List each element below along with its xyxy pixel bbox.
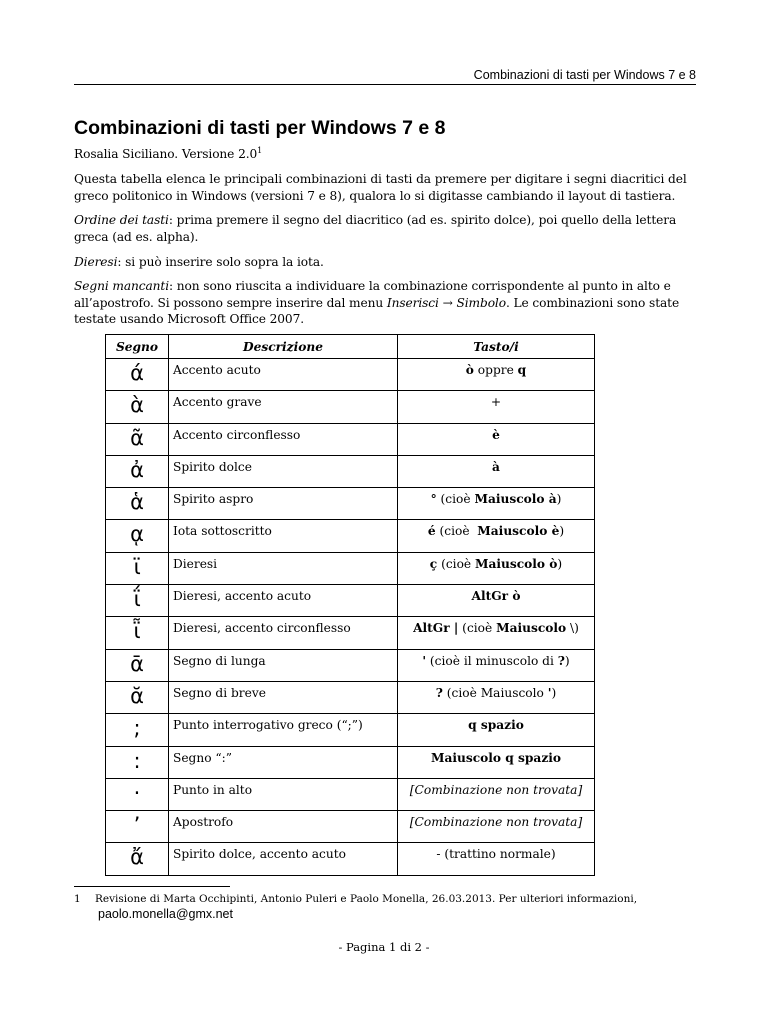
diacritic-glyph: ᾰ: [106, 681, 169, 713]
table-row: [106, 520, 595, 552]
dieresi-text: : si può inserire solo sopra la iota.: [117, 255, 324, 269]
key-combination: [398, 617, 595, 649]
diacritic-glyph: ᾱ: [106, 649, 169, 681]
table-row: [106, 617, 595, 649]
table-row: [106, 585, 595, 617]
key-note: (cioè Maiuscolo: [442, 685, 548, 700]
diacritic-glyph: ἄ: [106, 843, 169, 875]
diacritic-description: Accento acuto: [169, 359, 398, 391]
key-note: \): [566, 621, 579, 636]
footnote-number: 1: [74, 893, 81, 905]
table-header-row: [106, 335, 595, 359]
diacritic-glyph: ῗ: [106, 617, 169, 649]
diacritic-description: Accento grave: [169, 391, 398, 423]
author-line: [74, 146, 699, 163]
key-combination: [398, 359, 595, 391]
diacritic-description: Dieresi, accento acuto: [169, 585, 398, 617]
diacritic-description: Iota sottoscritto: [169, 520, 398, 552]
key-combination: [398, 746, 595, 778]
diacritic-glyph: ’: [106, 811, 169, 843]
key-name: Maiuscolo è: [477, 524, 560, 539]
key-name: AltGr |: [413, 621, 459, 636]
key-note: (cioè: [458, 621, 497, 636]
missing-text-before: : non sono riuscita a individuare la combinazione corrispondente al punto in alto e all’apostrofo. Si possono sempre inserire dal menu: [74, 279, 671, 310]
page-number: - Pagina 1 di 2 -: [338, 940, 430, 954]
key-combination: [398, 843, 595, 875]
intro-paragraph: [74, 171, 699, 204]
key-name: ': [547, 685, 552, 700]
dieresi-paragraph: [74, 254, 699, 271]
diacritic-description: Segno “:”: [169, 746, 398, 778]
key-combination: [398, 811, 595, 843]
key-combination: [398, 649, 595, 681]
diacritic-glyph: :: [106, 746, 169, 778]
footnote-text: Revisione di Marta Occhipinti, Antonio Puleri e Paolo Monella, 26.03.2013. Per ulteriori informazioni,: [95, 893, 638, 905]
diacritic-description: Accento circonflesso: [169, 423, 398, 455]
table-row: [106, 843, 595, 875]
key-name: Maiuscolo ò: [475, 556, 558, 571]
header-rule: [74, 84, 696, 85]
missing-paragraph: [74, 278, 699, 328]
table-row: [106, 488, 595, 520]
diacritic-description: Spirito dolce: [169, 455, 398, 487]
key-note: ): [559, 524, 565, 539]
diacritic-glyph: ϊ: [106, 552, 169, 584]
key-name: ò: [465, 363, 474, 377]
missing-text-after: . Le combinazioni sono state testate usando Microsoft Office 2007.: [74, 295, 680, 326]
order-text: : prima premere il segno del diacritico (ad es. spirito dolce), poi quello della lettera greca (ad es. alpha).: [74, 213, 677, 244]
diacritic-glyph: ἁ: [106, 488, 169, 520]
diacritic-description: Dieresi, accento circonflesso: [169, 617, 398, 649]
key-note: [Combinazione non trovata]: [409, 815, 583, 830]
table-row: [106, 811, 595, 843]
footnote-ref[interactable]: 1: [257, 146, 263, 155]
diacritic-glyph: ἀ: [106, 455, 169, 487]
menu-path: Inserisci → Simbolo: [386, 295, 506, 310]
key-combination: [398, 423, 595, 455]
table-row: [106, 778, 595, 810]
key-combination: [398, 778, 595, 810]
table-row: [106, 552, 595, 584]
key-combination: [398, 520, 595, 552]
document-title: Combinazioni di tasti per Windows 7 e 8: [74, 117, 446, 139]
footnote-rule: [74, 886, 230, 887]
key-name: ?: [435, 685, 443, 700]
key-note: [Combinazione non trovata]: [409, 782, 583, 797]
key-combination: [398, 681, 595, 713]
table-row: [106, 359, 595, 391]
key-name: Maiuscolo à: [474, 492, 557, 507]
footnote-email-link[interactable]: paolo.monella@gmx.net: [98, 907, 233, 921]
key-combination: [398, 552, 595, 584]
dieresi-label: Dieresi: [74, 255, 118, 269]
key-name: è: [492, 427, 500, 442]
table-row: [106, 649, 595, 681]
key-name: Maiuscolo: [496, 621, 567, 636]
key-combination: [398, 455, 595, 487]
header-descrizione: Descrizione: [169, 335, 398, 359]
header-segno: Segno: [106, 335, 169, 359]
diacritic-description: Segno di lunga: [169, 649, 398, 681]
key-note: (cioè: [435, 524, 478, 539]
table-row: [106, 423, 595, 455]
header-tasto: Tasto/i: [398, 335, 595, 359]
diacritic-description: Spirito dolce, accento acuto: [169, 843, 398, 875]
key-name: ?: [557, 653, 565, 668]
intro-text: Questa tabella elenca le principali combinazioni di tasti da premere per digitare i segni diacritici del greco politonico in Windows (versioni 7 e 8), qualora lo si digitasse cambiando il layout di tastiera.: [74, 172, 687, 203]
key-combination: [398, 391, 595, 423]
order-label: Ordine dei tasti: [74, 213, 169, 227]
key-name: AltGr ò: [471, 589, 521, 604]
key-note: ): [551, 685, 557, 700]
key-note: ): [564, 653, 570, 668]
table-row: [106, 714, 595, 746]
table-row: [106, 746, 595, 778]
diacritic-glyph: ;: [106, 714, 169, 746]
key-name: ': [422, 653, 427, 668]
key-name: °: [430, 492, 437, 507]
key-name: q spazio: [468, 718, 524, 733]
diacritic-description: Spirito aspro: [169, 488, 398, 520]
footnote: [74, 892, 699, 923]
table-row: [106, 391, 595, 423]
key-combination: [398, 585, 595, 617]
key-name: ç: [429, 556, 438, 571]
key-combinations-table: [105, 334, 595, 876]
diacritic-glyph: ᾳ: [106, 520, 169, 552]
key-note: - (trattino normale): [436, 847, 556, 862]
diacritic-description: Segno di breve: [169, 681, 398, 713]
diacritic-glyph: ᾶ: [106, 423, 169, 455]
key-note: ): [557, 556, 563, 571]
diacritic-description: Dieresi: [169, 552, 398, 584]
table-row: [106, 455, 595, 487]
order-paragraph: [74, 212, 699, 245]
key-note: (cioè: [436, 492, 475, 507]
diacritic-description: Punto interrogativo greco (“;”): [169, 714, 398, 746]
table-row: [106, 681, 595, 713]
key-note: (cioè: [437, 556, 475, 571]
key-note: (cioè il minuscolo di: [426, 653, 558, 668]
diacritic-glyph: ὰ: [106, 391, 169, 423]
diacritic-description: Apostrofo: [169, 811, 398, 843]
key-name: à: [492, 459, 500, 474]
diacritic-description: Punto in alto: [169, 778, 398, 810]
key-note: oppre: [473, 363, 518, 377]
key-note: ): [556, 492, 562, 507]
key-note: +: [490, 395, 502, 410]
key-name: é: [427, 524, 436, 539]
diacritic-glyph: ·: [106, 778, 169, 810]
missing-label: Segni mancanti: [74, 279, 169, 293]
table-body: [106, 359, 595, 876]
diacritic-glyph: ά: [106, 359, 169, 391]
author-text: Rosalia Siciliano. Versione 2.0: [74, 147, 258, 161]
key-name: Maiuscolo q spazio: [430, 750, 562, 765]
key-combination: [398, 714, 595, 746]
running-header: Combinazioni di tasti per Windows 7 e 8: [473, 68, 696, 82]
key-name: q: [517, 363, 527, 377]
diacritic-glyph: ΐ: [106, 585, 169, 617]
key-combination: [398, 488, 595, 520]
